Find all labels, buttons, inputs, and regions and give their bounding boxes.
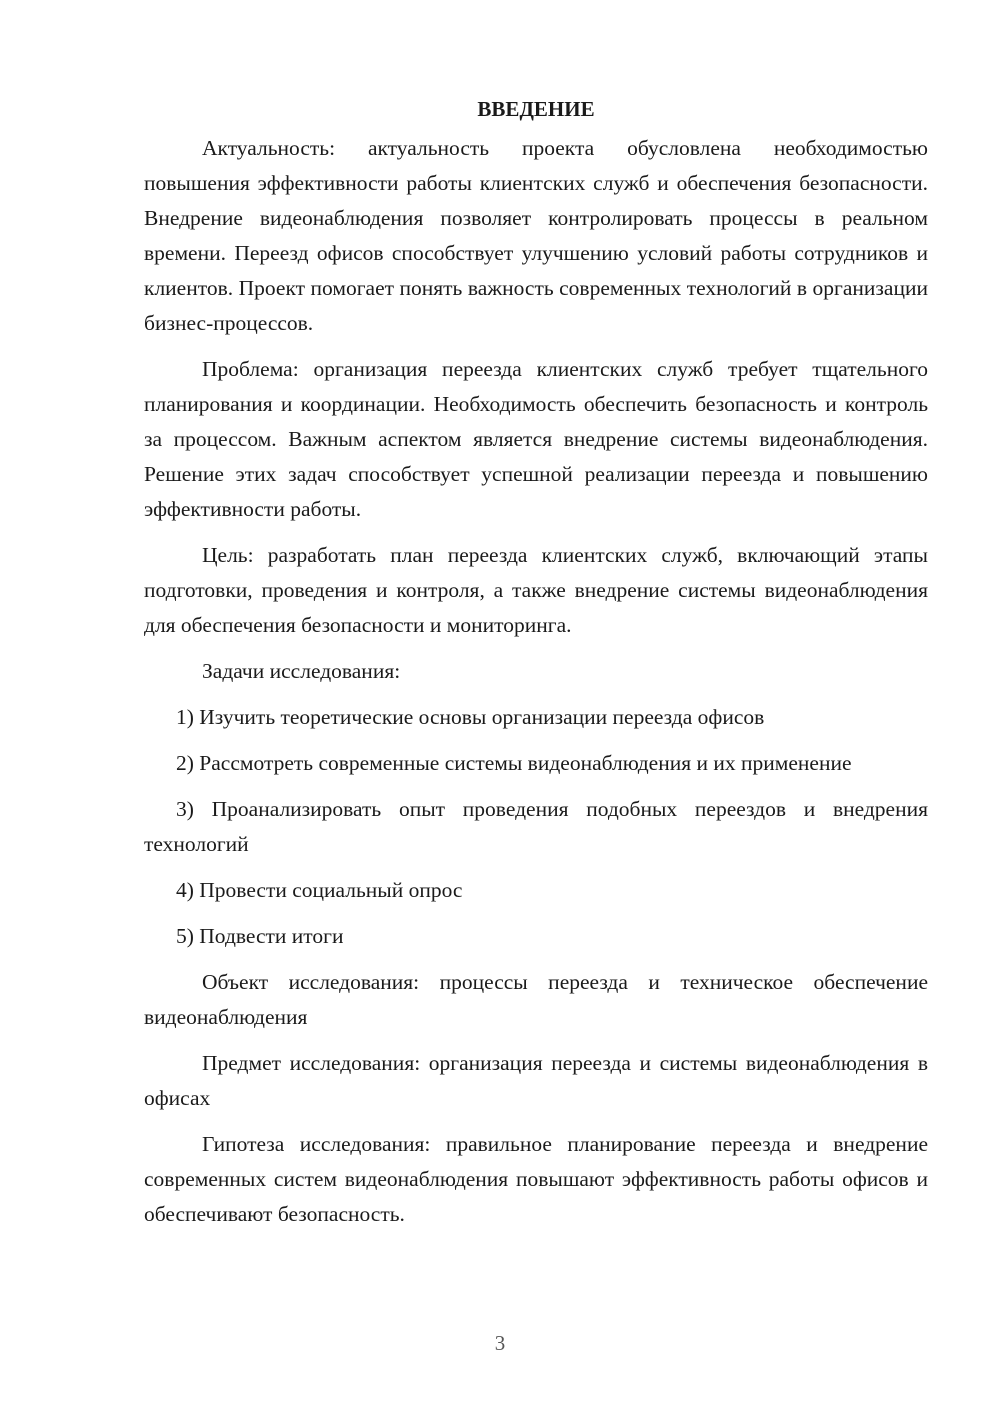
page-title: ВВЕДЕНИЕ xyxy=(477,97,595,121)
task-item-2: 2) Рассмотреть современные системы видеонаблюдения и их применение xyxy=(176,751,852,775)
page-content xyxy=(144,92,928,1232)
page-number: 3 xyxy=(494,1331,506,1355)
task-item-1: 1) Изучить теоретические основы организации переезда офисов xyxy=(176,705,765,729)
paragraph-relevance: Актуальность: актуальность проекта обусловлена необходимостью повышения эффективности работы клиентских служб и обеспечения безопасности. Внедрение видеонаблюдения позволяет контролировать процессы в реальном времени. Переезд офисов способствует улучшению условий работы сотрудников и клиентов. Проект помогает понять важность современных технологий в организации бизнес-процессов. xyxy=(144,136,928,335)
paragraph-goal: Цель: разработать план переезда клиентских служб, включающий этапы подготовки, проведения и контроля, а также внедрение системы видеонаблюдения для обеспечения безопасности и мониторинга. xyxy=(144,543,928,637)
paragraph-hypothesis: Гипотеза исследования: правильное планирование переезда и внедрение современных систем видеонаблюдения повышают эффективность работы офисов и обеспечивают безопасность. xyxy=(144,1132,928,1226)
task-item-4: 4) Провести социальный опрос xyxy=(176,878,463,902)
paragraph-subject: Предмет исследования: организация переезда и системы видеонаблюдения в офисах xyxy=(144,1051,928,1110)
task-item-5: 5) Подвести итоги xyxy=(176,924,344,948)
paragraph-problem: Проблема: организация переезда клиентских служб требует тщательного планирования и координации. Необходимость обеспечить безопасность и контроль за процессом. Важным аспектом является внедрение системы видеонаблюдения. Решение этих задач способствует успешной реализации переезда и повышению эффективности работы. xyxy=(144,357,928,521)
paragraph-object: Объект исследования: процессы переезда и техническое обеспечение видеонаблюдения xyxy=(144,970,928,1029)
tasks-heading: Задачи исследования: xyxy=(202,659,401,683)
task-item-3: 3) Проанализировать опыт проведения подобных переездов и внедрения технологий xyxy=(144,797,928,856)
